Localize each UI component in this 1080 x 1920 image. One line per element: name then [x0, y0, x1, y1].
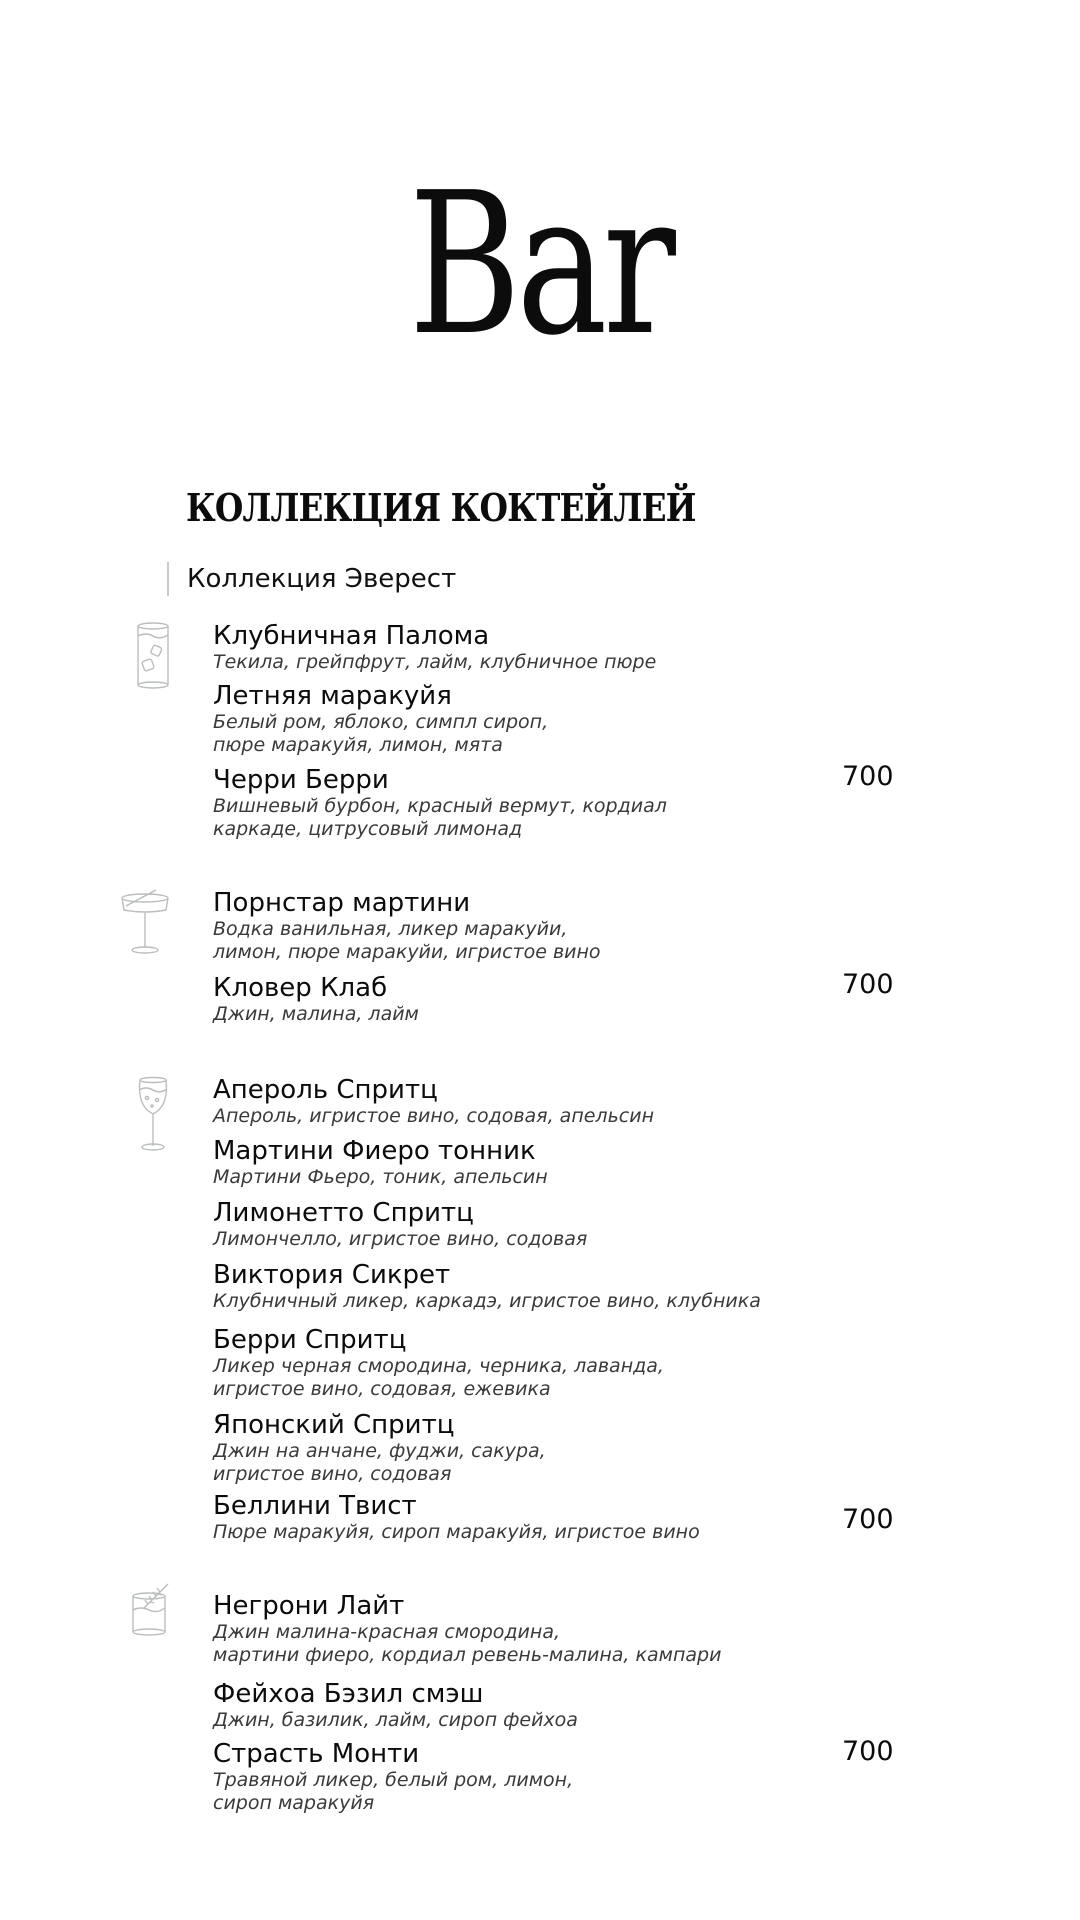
item-name: Негрони Лайт: [213, 1591, 405, 1621]
menu-item: [213, 1136, 853, 1189]
menu-item: [213, 1075, 853, 1128]
item-description: Текила, грейпфрут, лайм, клубничное пюре: [213, 651, 657, 673]
item-name: Черри Берри: [213, 765, 389, 795]
menu-item: [213, 765, 853, 841]
menu-item: [213, 888, 853, 964]
menu-item: [213, 1679, 853, 1732]
subsection-header: [167, 562, 456, 596]
subsection-label: Коллекция Эверест: [187, 564, 457, 594]
item-name: Летняя маракуйя: [213, 681, 452, 711]
item-description: сироп маракуйя: [213, 1792, 375, 1814]
item-name: Мартини Фиеро тонник: [213, 1136, 536, 1166]
menu-item: [213, 681, 853, 757]
item-name: Виктория Сикрет: [213, 1260, 451, 1290]
menu-item: [213, 1198, 853, 1251]
item-description: Водка ванильная, ликер маракуйи,: [213, 918, 568, 940]
item-name: Японский Спритц: [213, 1410, 455, 1440]
collection-heading: КОЛЛЕКЦИЯ КОКТЕЙЛЕЙ: [186, 485, 696, 530]
item-description: Пюре маракуйя, сироп маракуйя, игристое вино: [213, 1521, 700, 1543]
item-description: Джин, базилик, лайм, сироп фейхоа: [213, 1709, 578, 1731]
highball-glass-icon: [134, 622, 172, 690]
item-name: Кловер Клаб: [213, 973, 388, 1003]
menu-item: [213, 1260, 853, 1313]
item-description: пюре маракуйя, лимон, мята: [213, 734, 503, 756]
item-name: Фейхоа Бэзил смэш: [213, 1679, 484, 1709]
item-name: Берри Спритц: [213, 1325, 407, 1355]
item-description: Вишневый бурбон, красный вермут, кордиал: [213, 795, 667, 817]
price: 700: [842, 761, 894, 792]
price: 700: [842, 1736, 894, 1767]
page-title: Bar: [408, 151, 672, 379]
menu-item: [213, 1491, 853, 1544]
menu-item: [213, 1325, 853, 1401]
item-description: Ликер черная смородина, черника, лаванда,: [213, 1355, 664, 1377]
item-description: Апероль, игристое вино, содовая, апельсин: [213, 1105, 654, 1127]
menu-item: [213, 973, 853, 1026]
item-description: игристое вино, содовая, ежевика: [213, 1378, 551, 1400]
item-description: Лимончелло, игристое вино, содовая: [213, 1228, 588, 1250]
item-description: Джин малина-красная смородина,: [213, 1621, 561, 1643]
item-name: Апероль Спритц: [213, 1075, 438, 1105]
item-description: каркаде, цитрусовый лимонад: [213, 818, 523, 840]
wine-glass-icon: [134, 1076, 172, 1152]
item-name: Страсть Монти: [213, 1739, 420, 1769]
item-name: Клубничная Палома: [213, 621, 490, 651]
item-description: Травяной ликер, белый ром, лимон,: [213, 1769, 574, 1791]
item-description: Белый ром, яблоко, симпл сироп,: [213, 711, 549, 733]
item-description: мартини фиеро, кордиал ревень-малина, кампари: [213, 1644, 722, 1666]
price: 700: [842, 1504, 894, 1535]
menu-item: [213, 1591, 853, 1667]
menu-item: [213, 1739, 853, 1815]
item-name: Лимонетто Спритц: [213, 1198, 474, 1228]
menu-item: [213, 1410, 853, 1486]
item-description: Джин на анчане, фуджи, сакура,: [213, 1440, 546, 1462]
subsection-divider: [167, 562, 169, 596]
item-description: лимон, пюре маракуйи, игристое вино: [213, 941, 601, 963]
item-name: Порнстар мартини: [213, 888, 471, 918]
item-description: Джин, малина, лайм: [213, 1003, 419, 1025]
rocks-glass-rosemary-icon: [130, 1582, 172, 1638]
item-description: Клубничный ликер, каркадэ, игристое вино, клубника: [213, 1290, 761, 1312]
price: 700: [842, 969, 894, 1000]
menu-item: [213, 621, 853, 674]
item-name: Беллини Твист: [213, 1491, 417, 1521]
item-description: игристое вино, содовая: [213, 1463, 452, 1485]
coupe-glass-icon: [118, 886, 172, 956]
item-description: Мартини Фьеро, тоник, апельсин: [213, 1166, 548, 1188]
